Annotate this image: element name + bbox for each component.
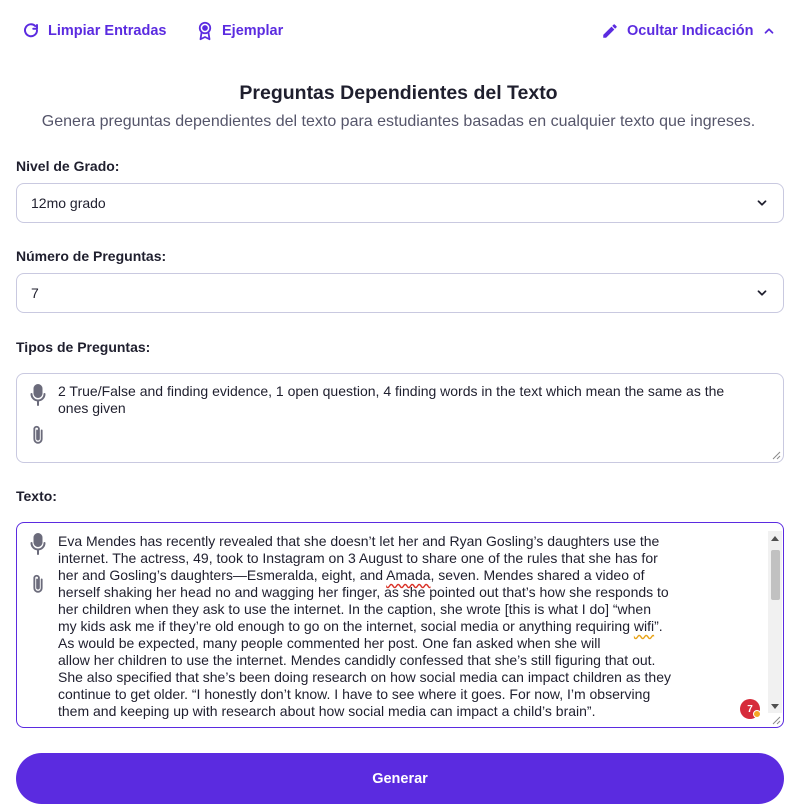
clear-inputs-button[interactable] <box>22 19 166 43</box>
text-line: internet. The actress, 49, took to Instagram on 3 August to share one of the rules that she has for <box>58 550 658 566</box>
chevron-up-icon <box>762 24 776 38</box>
text-fragment: ”. <box>654 618 663 634</box>
page-subtitle: Genera preguntas dependientes del texto para estudiantes basadas en cualquier texto que ingreses. <box>41 113 756 130</box>
question-types-label: Tipos de Preguntas: <box>16 339 151 355</box>
resize-handle-icon[interactable] <box>772 451 781 460</box>
paperclip-icon[interactable] <box>29 424 47 446</box>
spellcheck-word[interactable]: Amada <box>386 567 431 583</box>
text-fragment: , seven. Mendes shared a video of <box>430 567 645 583</box>
question-types-line: 2 True/False and finding evidence, 1 open question, 4 finding words in the text which mean the same as the <box>58 383 725 399</box>
microphone-icon[interactable] <box>29 533 47 555</box>
text-fragment: my kids ask me if they’re old enough to go on the internet, social media or anything requiring <box>58 618 634 634</box>
text-scrollbar[interactable] <box>768 531 782 713</box>
notification-badge[interactable]: 7 <box>740 699 760 719</box>
scroll-thumb[interactable] <box>771 550 780 600</box>
text-line <box>58 567 671 584</box>
question-types-textarea[interactable] <box>16 373 784 463</box>
question-types-line: ones given <box>58 400 126 416</box>
text-line: continue to get older. “I honestly don’t know. I have to see where it goes. For now, I’m observing <box>58 686 651 702</box>
text-line <box>58 618 671 635</box>
chevron-down-icon <box>755 196 769 210</box>
scroll-down-icon[interactable] <box>771 704 779 709</box>
text-textarea[interactable] <box>16 522 784 728</box>
badge-status-dot <box>753 710 761 718</box>
text-line: allow her children to use the internet. Mendes candidly confessed that she’s still figuring that out. <box>58 652 656 668</box>
text-line: herself shaking her head no and wagging her finger, as she pointed out that’s how she responds to <box>58 584 669 600</box>
refresh-icon <box>22 22 40 40</box>
question-count-select[interactable] <box>16 273 784 313</box>
text-line: She also specified that she’s been doing research on how social media can impact children as they <box>58 669 671 685</box>
example-button[interactable] <box>196 19 283 43</box>
question-types-text <box>58 383 724 417</box>
top-toolbar <box>0 0 797 62</box>
paperclip-icon[interactable] <box>29 573 47 595</box>
grade-level-label: Nivel de Grado: <box>16 158 120 174</box>
generate-button[interactable]: Generar <box>16 753 784 804</box>
question-count-label: Número de Preguntas: <box>16 248 167 264</box>
hide-prompt-button[interactable] <box>601 19 776 43</box>
text-line: them and keeping up with research about how social media can impact a child’s brain”. <box>58 703 596 719</box>
clear-inputs-label: Limpiar Entradas <box>48 23 167 39</box>
ribbon-icon <box>196 21 214 41</box>
pencil-icon <box>601 22 619 40</box>
microphone-icon[interactable] <box>29 384 47 406</box>
grammar-word[interactable]: wifi <box>633 618 655 634</box>
question-count-value: 7 <box>31 285 39 301</box>
text-line: As would be expected, many people commented her post. One fan asked when she will <box>58 635 601 651</box>
text-fragment: her and Gosling’s daughters—Esmeralda, eight, and <box>58 567 387 583</box>
hide-prompt-label: Ocultar Indicación <box>627 23 754 39</box>
example-label: Ejemplar <box>222 23 284 39</box>
text-line: Eva Mendes has recently revealed that she doesn’t let her and Ryan Gosling’s daughters use the <box>58 533 660 549</box>
scroll-up-icon[interactable] <box>771 536 779 541</box>
page-title: Preguntas Dependientes del Texto <box>239 82 558 104</box>
text-label: Texto: <box>16 488 57 504</box>
text-line: her children when they ask to use the internet. In the caption, she wrote [this is what I do] “when <box>58 601 651 617</box>
text-content <box>58 533 671 720</box>
chevron-down-icon <box>755 286 769 300</box>
grade-level-select[interactable] <box>16 183 784 223</box>
resize-handle-icon[interactable] <box>772 716 781 725</box>
grade-level-value: 12mo grado <box>31 195 106 211</box>
